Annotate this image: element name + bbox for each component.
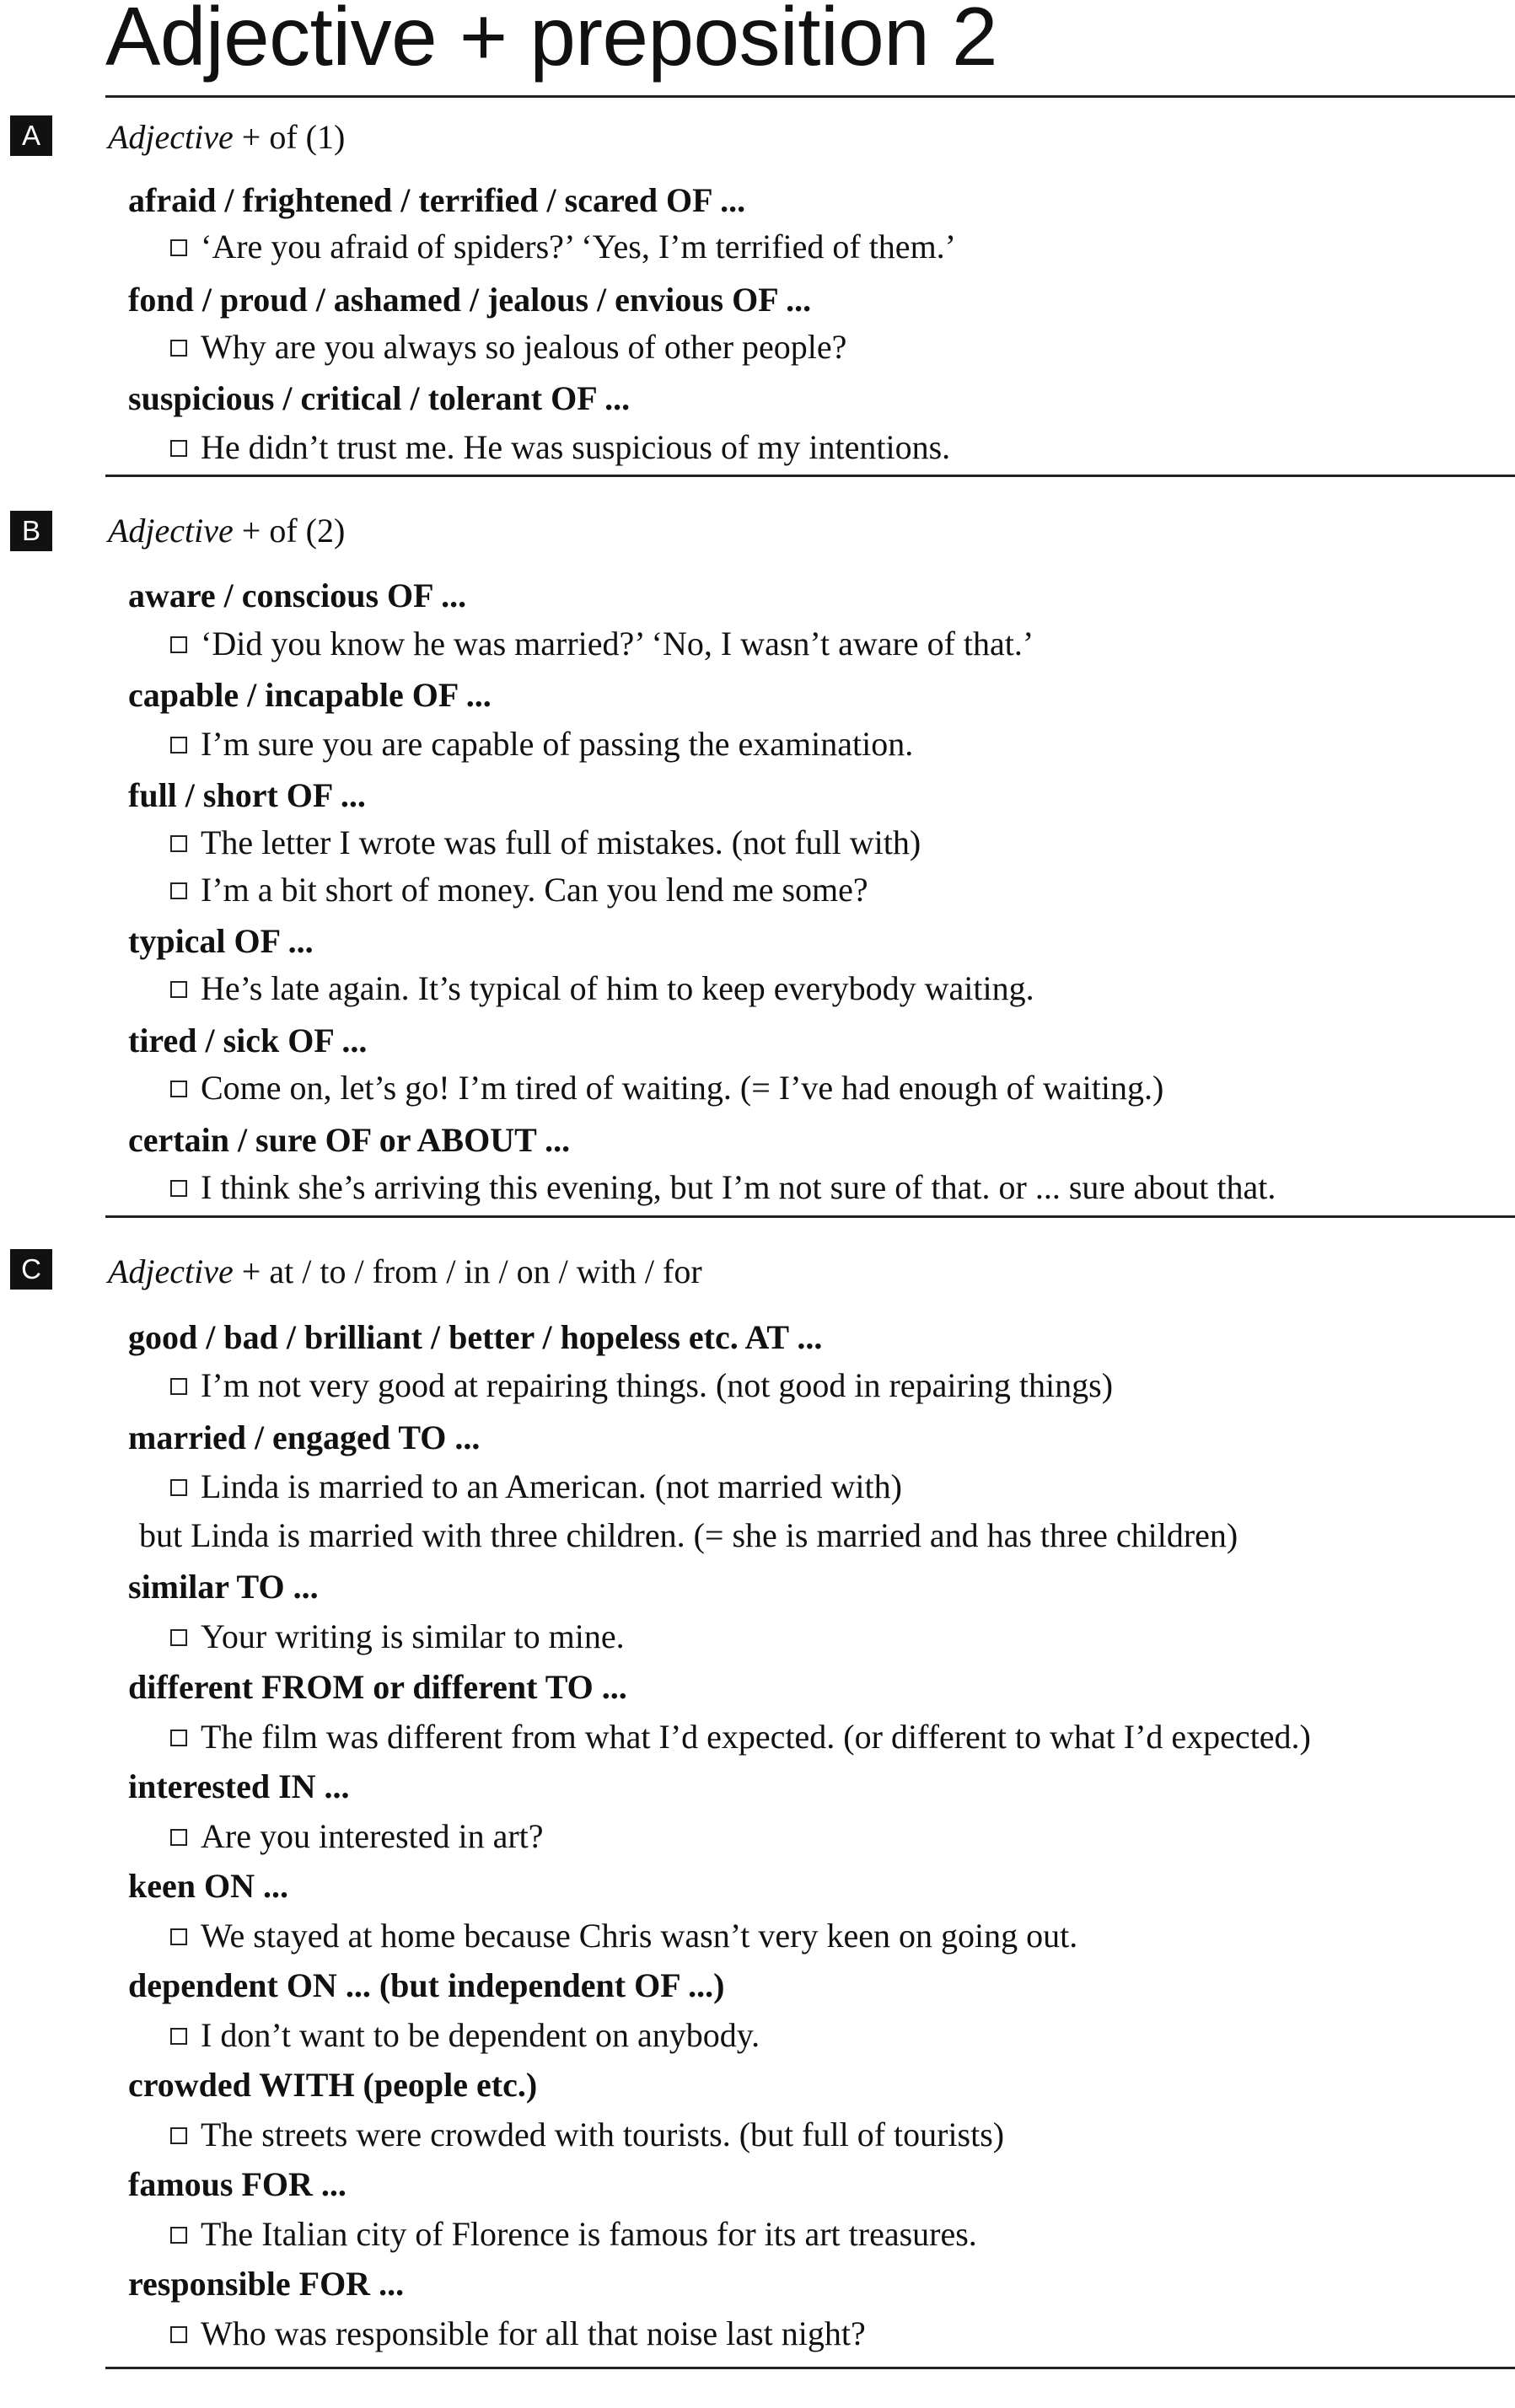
section-a-title: Adjective + of (1) [108,118,346,156]
bullet-box-icon [170,2127,187,2144]
bullet-box-icon [170,1081,187,1097]
example-line: Who was responsible for all that noise last night? [170,2317,866,2351]
example-line: I’m sure you are capable of passing the examination. [170,727,913,761]
section-a-rule [105,475,1515,477]
example-line: Your writing is similar to mine. [170,1620,625,1654]
example-line: The film was different from what I’d expected. (or different to what I’d expected.) [170,1720,1311,1754]
section-b-title: Adjective + of (2) [108,512,346,550]
entry-heading: good / bad / brilliant / better / hopeless etc. AT ... [128,1318,823,1356]
section-c-title: Adjective + at / to / from / in / on / with / for [108,1252,702,1290]
section-c-marker: C [10,1249,52,1290]
entry-heading: certain / sure OF or ABOUT ... [128,1121,571,1159]
bullet-box-icon [170,1629,187,1646]
example-note: but Linda is married with three children. (= she is married and has three children) [139,1516,1238,1554]
section-a-marker: A [10,115,52,156]
entry-heading: famous FOR ... [128,2165,347,2203]
bullet-box-icon [170,239,187,256]
bullet-box-icon [170,981,187,998]
bullet-box-icon [170,1180,187,1197]
bullet-box-icon [170,1479,187,1496]
example-line: Are you interested in art? [170,1820,544,1853]
entry-heading: crowded WITH (people etc.) [128,2066,538,2104]
bullet-box-icon [170,636,187,653]
example-line: We stayed at home because Chris wasn’t very keen on going out. [170,1919,1077,1953]
entry-heading: keen ON ... [128,1867,288,1905]
example-line: The streets were crowded with tourists. (but full of tourists) [170,2118,1004,2152]
bullet-box-icon [170,340,187,357]
example-line: ‘Are you afraid of spiders?’ ‘Yes, I’m terrified of them.’ [170,230,956,264]
entry-heading: different FROM or different TO ... [128,1668,627,1706]
entry-heading: tired / sick OF ... [128,1022,368,1059]
page-title: Adjective + preposition 2 [105,0,997,83]
entry-heading: afraid / frightened / terrified / scared OF ... [128,181,746,219]
entry-heading: interested IN ... [128,1767,350,1805]
bullet-box-icon [170,1730,187,1746]
bullet-box-icon [170,737,187,754]
bullet-box-icon [170,1829,187,1846]
example-line: He’s late again. It’s typical of him to keep everybody waiting. [170,972,1034,1006]
entry-heading: typical OF ... [128,922,314,960]
entry-heading: married / engaged TO ... [128,1419,481,1456]
entry-heading: similar TO ... [128,1568,319,1606]
bullet-box-icon [170,835,187,852]
entry-heading: responsible FOR ... [128,2265,405,2303]
example-line: I don’t want to be dependent on anybody. [170,2019,760,2052]
example-line: I’m a bit short of money. Can you lend me some? [170,873,868,907]
bullet-box-icon [170,2028,187,2045]
example-line: ‘Did you know he was married?’ ‘No, I wasn’t aware of that.’ [170,627,1034,661]
bullet-box-icon [170,1928,187,1945]
bullet-box-icon [170,1378,187,1395]
bottom-rule [105,2367,1515,2369]
example-line: Why are you always so jealous of other people? [170,330,846,364]
bullet-box-icon [170,882,187,899]
example-line: I think she’s arriving this evening, but I’m not sure of that. or ... sure about that. [170,1171,1276,1204]
bullet-box-icon [170,2326,187,2343]
entry-heading: aware / conscious OF ... [128,577,467,614]
example-line: I’m not very good at repairing things. (not good in repairing things) [170,1369,1113,1402]
entry-heading: capable / incapable OF ... [128,676,492,714]
example-line: Come on, let’s go! I’m tired of waiting. (= I’ve had enough of waiting.) [170,1071,1163,1105]
entry-heading: dependent ON ... (but independent OF ...) [128,1966,725,2004]
entry-heading: full / short OF ... [128,776,366,814]
entry-heading: fond / proud / ashamed / jealous / envious OF ... [128,281,812,319]
title-rule [105,95,1515,98]
bullet-box-icon [170,2227,187,2244]
section-b-marker: B [10,511,52,551]
entry-heading: suspicious / critical / tolerant OF ... [128,379,631,417]
example-line: The letter I wrote was full of mistakes. (not full with) [170,826,921,860]
example-line: Linda is married to an American. (not married with) [170,1470,902,1504]
example-line: He didn’t trust me. He was suspicious of my intentions. [170,431,950,464]
section-b-rule [105,1215,1515,1218]
example-line: The Italian city of Florence is famous for its art treasures. [170,2218,977,2251]
bullet-box-icon [170,440,187,457]
